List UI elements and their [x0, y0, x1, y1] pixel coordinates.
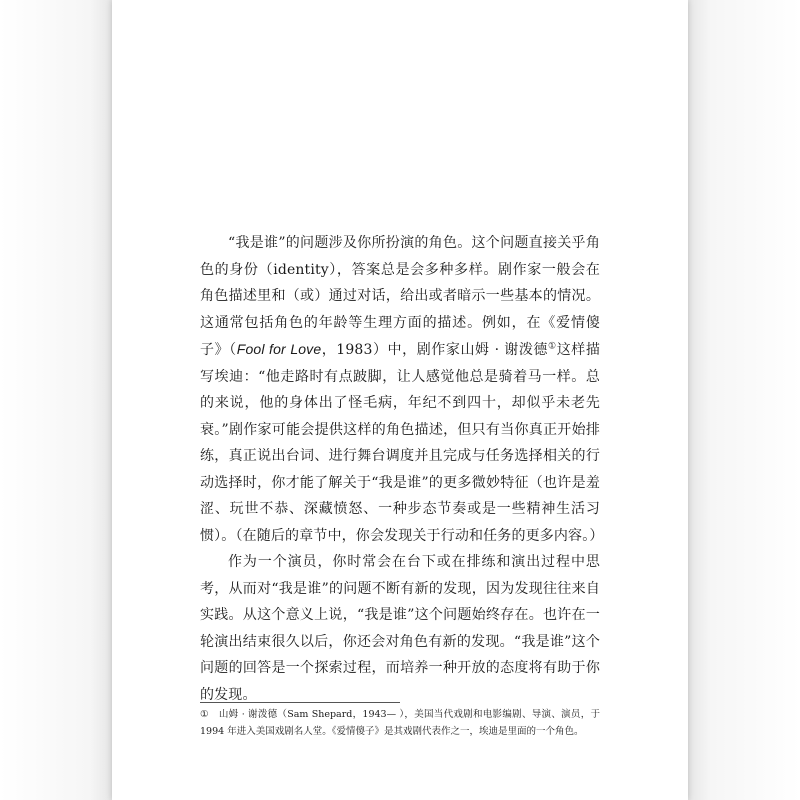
paragraph-1-part-1: “我是谁”的问题涉及你所扮演的角色。这个问题直接关乎角色的身份（identity），答案总是会多种多样。剧作家一般会在角色描述里和（或）通过对话，给出或者暗示一些基本的情况。这通常包括角色的年龄等生理方面的描述。例如，在《爱情傻子》（ — [200, 235, 600, 358]
footnote-divider — [200, 702, 400, 703]
paragraph-1-part-3: 这样描写埃迪：“他走路时有点跛脚，让人感觉他总是骑着马一样。总的来说，他的身体出了怪毛病，年纪不到四十，却似乎未老先衰。”剧作家可能会提供这样的角色描述，但只有当你真正开始排练，真正说出台词、进行舞台调度并且完成与任务选择相关的行动选择时，你才能了解关于“我是谁”的更多微妙特征（也许是羞涩、玩世不恭、深藏愤怒、一种步态节奏或是一些精神生活习惯）。（在随后的章节中，你会发现关于行动和任务的更多内容。） — [200, 342, 604, 544]
play-title-english: Fool for Love — [236, 341, 322, 357]
body-text — [200, 230, 604, 708]
footnote-reference[interactable]: ① — [548, 341, 557, 352]
book-page — [112, 0, 688, 800]
footnote-mark: ① — [200, 709, 209, 720]
paragraph-2: 作为一个演员，你时常会在台下或在排练和演出过程中思考，从而对“我是谁”的问题不断有新的发现，因为发现往往来自实践。从这个意义上说，“我是谁”这个问题始终存在。也许在一轮演出结束很久以后，你还会对角色有新的发现。“我是谁”这个问题的回答是一个探索过程，而培养一种开放的态度将有助于你的发现。 — [200, 554, 600, 703]
paragraph-1 — [200, 230, 604, 549]
footnote-text: 山姆 · 谢泼德（Sam Shepard，1943— ），美国当代戏剧和电影编剧、导演、演员，于 1994 年进入美国戏剧名人堂。《爱情傻子》是其戏剧代表作之一，埃迪是里面的一个角色。 — [200, 709, 600, 737]
background-right — [688, 0, 800, 800]
footnote — [200, 706, 600, 740]
paragraph-1-part-2: ，1983）中，剧作家山姆 · 谢泼德 — [321, 342, 549, 358]
background-left — [0, 0, 112, 800]
